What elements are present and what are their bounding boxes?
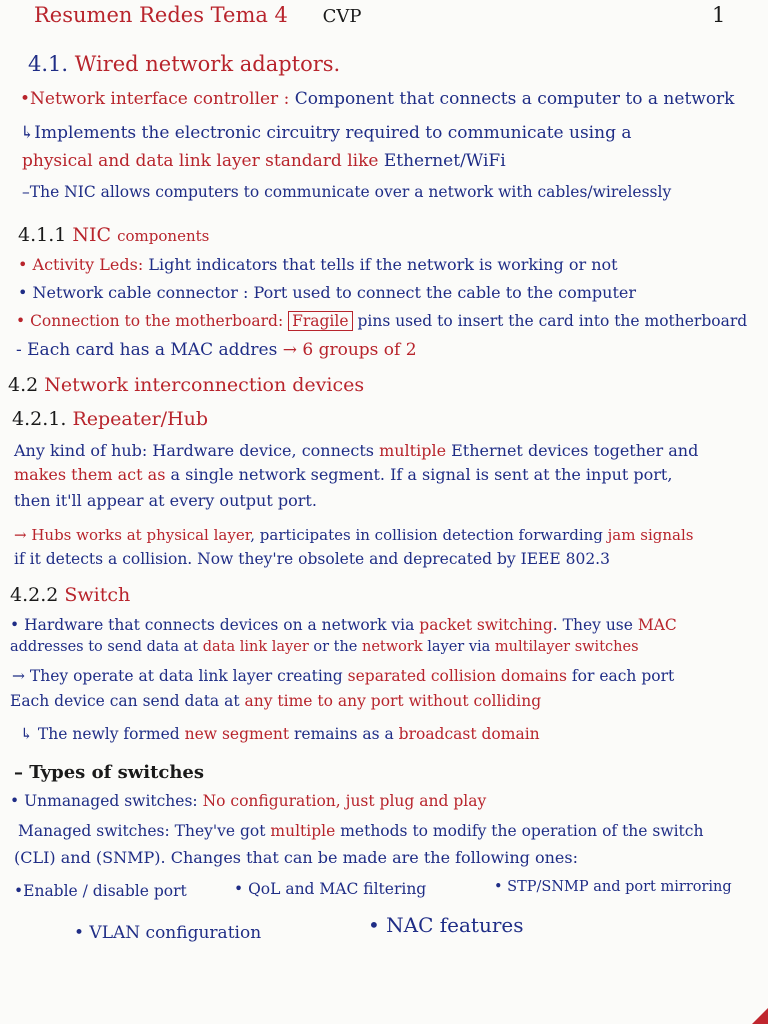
note-line: •Network interface controller : Component that connects a computer to a network	[20, 89, 735, 109]
note-line: • Hardware that connects devices on a network via packet switching. They use MAC	[10, 616, 677, 634]
types-of-switches-heading: – Types of switches	[14, 762, 205, 783]
switch-feature: • VLAN configuration	[74, 923, 262, 943]
note-line: then it'll appear at every output port.	[14, 491, 317, 510]
fragile-box: Fragile	[288, 311, 352, 331]
note-line: Managed switches: They've got multiple methods to modify the operation of the switch	[18, 822, 704, 840]
note-line: → Hubs works at physical layer, participates in collision detection forwarding jam signals	[14, 526, 694, 544]
note-line: Each device can send data at any time to any port without colliding	[10, 692, 542, 710]
author-initials: CVP	[322, 6, 362, 27]
section-4-2-2-heading: 4.2.2 Switch	[10, 584, 131, 606]
section-4-1-1-heading: 4.1.1 NIC components	[18, 224, 210, 246]
note-line: • Unmanaged switches: No configuration, just plug and play	[10, 792, 487, 810]
note-line: • Network cable connector : Port used to connect the cable to the computer	[18, 283, 637, 302]
note-line: • Connection to the motherboard: Fragile pins used to insert the card into the motherboard	[16, 312, 748, 330]
switch-feature: • NAC features	[368, 913, 524, 937]
note-line: if it detects a collision. Now they're obsolete and deprecated by IEEE 802.3	[14, 550, 610, 568]
note-line: - Each card has a MAC addres → 6 groups of 2	[16, 340, 417, 360]
page-number: 1	[712, 3, 726, 27]
note-line: –The NIC allows computers to communicate over a network with cables/wirelessly	[22, 183, 672, 201]
switch-feature: • STP/SNMP and port mirroring	[494, 879, 732, 895]
section-4-1-heading: 4.1. Wired network adaptors.	[28, 52, 341, 76]
note-line: (CLI) and (SNMP). Changes that can be made are the following ones:	[14, 848, 578, 867]
section-4-2-heading: 4.2 Network interconnection devices	[8, 374, 365, 396]
page-header	[34, 4, 362, 28]
note-line: Any kind of hub: Hardware device, connects multiple Ethernet devices together and	[14, 441, 699, 460]
note-line: makes them act as a single network segment. If a signal is sent at the input port,	[14, 465, 673, 484]
page-corner-mark	[752, 1008, 768, 1024]
note-title: Resumen Redes Tema 4	[34, 3, 288, 27]
switch-feature: •Enable / disable port	[14, 882, 187, 900]
note-line: • Activity Leds: Light indicators that tells if the network is working or not	[18, 255, 618, 274]
note-line: ↳ The newly formed new segment remains as a broadcast domain	[20, 725, 540, 743]
note-line: physical and data link layer standard like Ethernet/WiFi	[22, 151, 506, 171]
note-line: → They operate at data link layer creating separated collision domains for each port	[12, 667, 675, 685]
switch-feature: • QoL and MAC filtering	[234, 880, 427, 898]
section-4-2-1-heading: 4.2.1. Repeater/Hub	[12, 408, 209, 430]
note-line: ↳Implements the electronic circuitry required to communicate using a	[20, 123, 632, 143]
note-line: addresses to send data at data link layer or the network layer via multilayer switches	[10, 639, 639, 655]
